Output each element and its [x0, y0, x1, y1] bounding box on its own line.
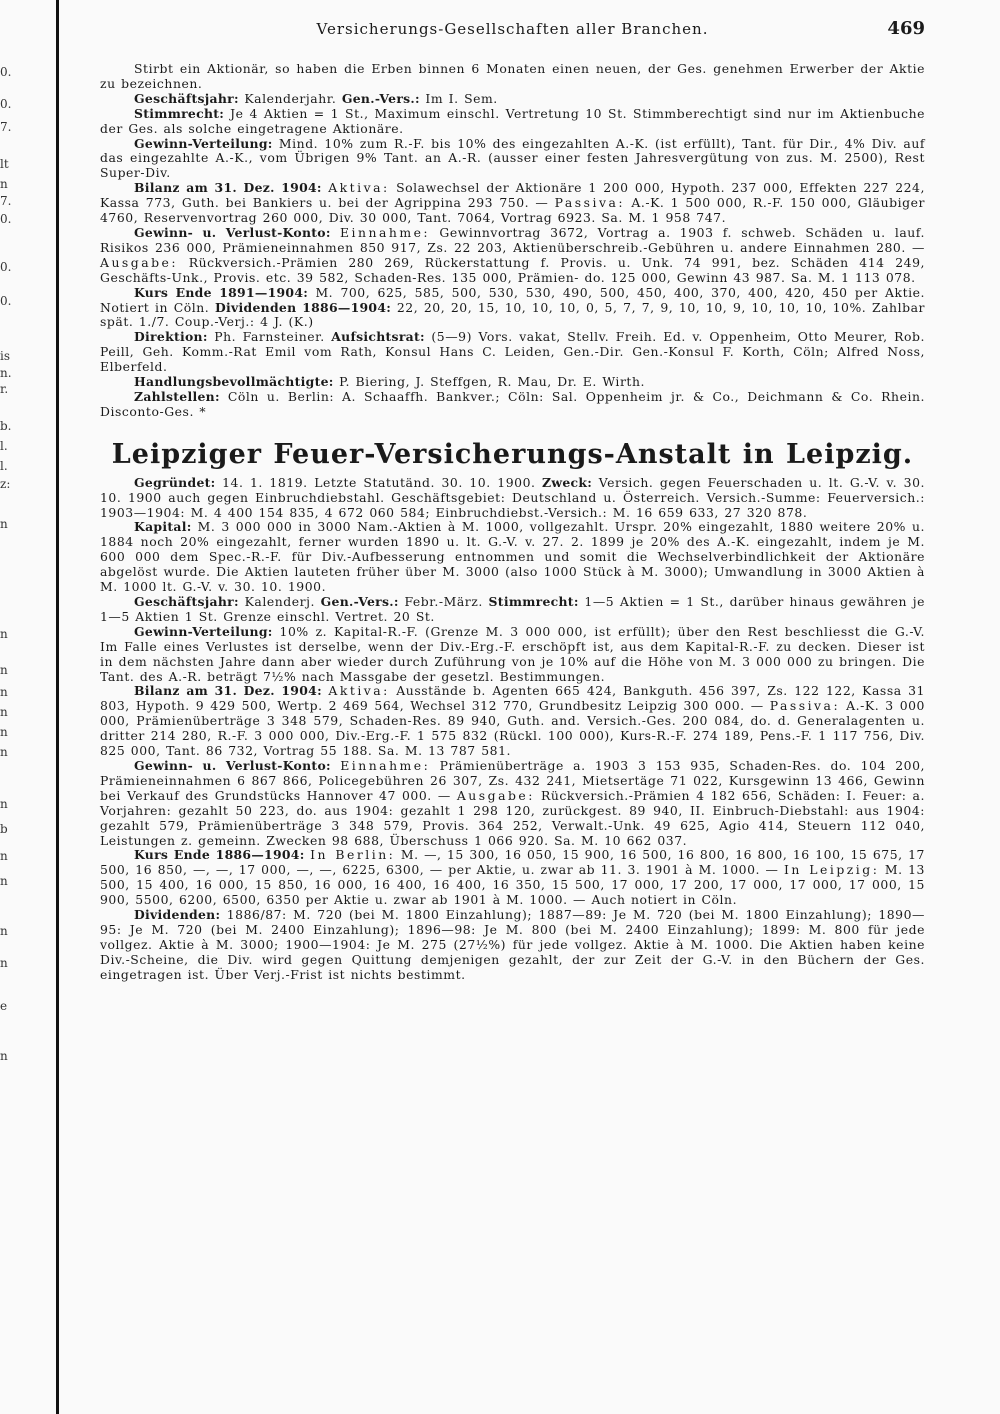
margin-fragment: 0. [0, 212, 12, 226]
company1-bilanz: Bilanz am 31. Dez. 1904: Aktiva: Solawechsel der Aktionäre 1 200 000, Hypoth. 237 000, Effekten 227 224, Kassa 773, Guth. bei Bankiers u. bei der Agrippina 293 750. — Passiva: A.-K. 1 500 000, R.-F. 150 000, Gläubiger 4760, Reservenvortrag 260 000, Div. 30 000, Tant. 7064, Vortrag 6923. Sa. M. 1 958 747. [100, 180, 925, 226]
margin-fragment: b. [0, 419, 12, 433]
margin-fragment: 0. [0, 294, 12, 308]
page-body [100, 62, 925, 983]
page-number: 469 [887, 18, 925, 39]
margin-fragment: l. [0, 439, 8, 453]
margin-fragment: n [0, 924, 8, 938]
company2-guv: Gewinn- u. Verlust-Konto: Einnahme: Prämienüberträge a. 1903 3 153 935, Schaden-Res. do. 104 200, Prämieneinnahmen 6 867 866, Policegebühren 26 307, Zs. 432 241, Mietsertäge 71 022, Kursgewinn 13 466, Gewinn bei Verkauf des Grundstücks Hannover 47 000. — Ausgabe: Rückversich.-Prämien 4 182 656, Schäden: I. Feuer: a. Vorjahren: gezahlt 50 223, do. aus 1904: gezahlt 1 298 120, zurückgest. 89 940, II. Einbruch-Diebstahl: aus 1904: gezahlt 579, Prämienüberträge 3 348 579, Provis. 364 252, Verwalt.-Unk. 49 625, Agio 414, Steuern 112 040, Leistungen z. gemeinn. Zwecken 98 688, Überschuss 1 066 920. Sa. M. 10 662 037. [100, 757, 925, 848]
margin-fragment: n [0, 177, 8, 191]
company1-kurs: Kurs Ende 1891—1904: M. 700, 625, 585, 500, 530, 530, 490, 500, 450, 400, 370, 400, 420, 450 per Aktie. Notiert in Cöln. Dividenden 1886—1904: 22, 20, 20, 15, 10, 10, 10, 0, 5, 7, 7, 9, 10, 10, 9, 10, 10, 10, 10%. Zahlbar spät. 1./7. Coup.-Verj.: 4 J. (K.) [100, 284, 925, 330]
margin-fragment: n [0, 797, 8, 811]
company1-gewinn-verteilung: Gewinn-Verteilung: Mind. 10% zum R.-F. bis 10% des eingezahlten A.-K. (ist erfüllt), Tant. für Dir., 4% Div. auf das eingezahlte A.-K., vom Übrigen 9% Tant. an A.-R. (ausser einer festen Jahresvergütung von zus. M. 2500), Rest Super-Div. [100, 135, 925, 181]
company1-direktion: Direktion: Ph. Farnsteiner. Aufsichtsrat: (5—9) Vors. vakat, Stellv. Freih. Ed. v. Oppenheim, Otto Meurer, Rob. Peill, Geh. Komm.-Rat Emil vom Rath, Konsul Hans C. Leiden, Gen.-Dir. Gen.-Konsul F. Korth, Cöln; Alfred Noss, Elberfeld. [100, 329, 925, 375]
margin-fragment: n [0, 1049, 8, 1063]
company2-gewinn-verteilung: Gewinn-Verteilung: 10% z. Kapital-R.-F. (Grenze M. 3 000 000, ist erfüllt); über den Rest beschliesst die G.-V. Im Falle eines Verlustes ist derselbe, wenn der Div.-Erg.-F. erschöpft ist, aus dem Kapital-R.-F. zu decken. Dieser ist in dem nächsten Jahre dann aber wieder durch Zuführung von je 10% auf die Höhe von M. 3 000 000 zu bringen. Die Tant. des A.-R. beträgt 7½% nach Massgabe der gesetzl. Bestimmungen. [100, 623, 925, 684]
company1-zahlstellen: Zahlstellen: Cöln u. Berlin: A. Schaaffh. Bankver.; Cöln: Sal. Oppenheim jr. & Co., Deichmann & Co. Rhein. Disconto-Ges. * [100, 388, 925, 419]
margin-fragment: z: [0, 477, 11, 491]
company2-gegruendet: Gegründet: 14. 1. 1819. Letzte Statutänd. 30. 10. 1900. Zweck: Versich. gegen Feuerschaden u. lt. G.-V. v. 30. 10. 1900 auch gegen Einbruchdiebstahl. Geschäftsgebiet: Deutschland u. Österreich. Versich.-Summe: Feuerversich.: 1903—1904: M. 4 400 154 835, 4 672 060 584; Einbruchdiebst.-Versich.: M. 16 659 633, 27 320 878. [100, 474, 925, 520]
company2-kurs: Kurs Ende 1886—1904: In Berlin: M. —, 15 300, 16 050, 15 900, 16 500, 16 800, 16 800, 16 100, 15 675, 17 500, 16 850, —, —, 17 000, —, —, 6225, 6300, — per Aktie, u. zwar ab 11. 3. 1901 à M. 1000. — In Leipzig: M. 13 500, 15 400, 16 000, 15 850, 16 000, 16 400, 16 400, 16 350, 15 500, 17 000, 17 200, 17 000, 17 000, 17 000, 15 900, 5500, 6200, 6500, 6350 per Aktie u. zwar ab 1901 à M. 1000. — Auch notiert in Cöln. [100, 847, 925, 908]
margin-fragment: n [0, 685, 8, 699]
margin-fragment: n. [0, 366, 12, 380]
margin-fragment: l. [0, 459, 8, 473]
margin-fragment: n [0, 725, 8, 739]
margin-fragment: 0. [0, 97, 12, 111]
margin-fragment: n [0, 663, 8, 677]
binding-rule [56, 0, 59, 1414]
company2-kapital: Kapital: M. 3 000 000 in 3000 Nam.-Aktien à M. 1000, vollgezahlt. Urspr. 20% eingezahlt, 1880 weitere 20% u. 1884 noch 20% eingezahlt, ferner wurden 1890 u. lt. G.-V. v. 27. 2. 1899 je 20% des A.-K. eingezahlt, indem je M. 600 000 dem Spec.-R.-F. für Div.-Aufbesserung entnommen und somit die Wechselverbindlichkeit der Aktionäre abgelöst wurde. Die Aktien lauteten früher über M. 3000 (also 1000 Stück à M. 3000); Umwandlung in 3000 Aktien à M. 1000 lt. G.-V. v. 30. 10. 1900. [100, 519, 925, 595]
margin-fragment: 0. [0, 260, 12, 274]
company1-handlungsbevollmaechtigte: Handlungsbevollmächtigte: P. Biering, J. Steffgen, R. Mau, Dr. E. Wirth. [134, 374, 645, 390]
margin-fragment: e [0, 999, 8, 1013]
margin-fragment: n [0, 874, 8, 888]
company1-geschaeftsjahr: Geschäftsjahr: Kalenderjahr. Gen.-Vers.: Im I. Sem. [134, 90, 498, 106]
margin-fragment: n [0, 849, 8, 863]
margin-fragment: n [0, 956, 8, 970]
running-title: Versicherungs-Gesellschaften aller Branchen. [316, 20, 709, 38]
page-header [100, 20, 925, 44]
company2-geschaeftsjahr: Geschäftsjahr: Kalenderj. Gen.-Vers.: Febr.-März. Stimmrecht: 1—5 Aktien = 1 St., darüber hinaus gewähren je 1—5 Aktien 1 St. Grenze einschl. Vertret. 20 St. [100, 594, 926, 624]
margin-fragment: r. [0, 382, 9, 396]
company1-guv: Gewinn- u. Verlust-Konto: Einnahme: Gewinnvortrag 3672, Vortrag a. 1903 f. schweb. Schäden u. lauf. Risikos 236 000, Prämieneinnahmen 850 917, Zs. 22 203, Aktienüberschreib.-Gebühren u. andere Einnahmen 280. — Ausgabe: Rückversich.-Prämien 280 269, Rückerstattung f. Provis. u. Unk. 74 991, bez. Schäden 414 249, Geschäfts-Unk., Provis. etc. 39 582, Schaden-Res. 135 000, Prämien- do. 125 000, Gewinn 43 987. Sa. M. 1 113 078. [100, 224, 925, 285]
company1-stimmrecht: Stimmrecht: Je 4 Aktien = 1 St., Maximum einschl. Vertretung 10 St. Stimmberechtigt sind nur im Aktienbuche der Ges. als solche eingetragene Aktionäre. [100, 105, 925, 136]
margin-fragment: 7. [0, 120, 12, 134]
margin-fragment: b [0, 822, 8, 836]
margin-fragment: n [0, 705, 8, 719]
company1-intro: Stirbt ein Aktionär, so haben die Erben binnen 6 Monaten einen neuen, der Ges. genehmen Erwerber der Aktie zu bezeichnen. [100, 61, 925, 91]
margin-fragment: n [0, 517, 8, 531]
company2-bilanz: Bilanz am 31. Dez. 1904: Aktiva: Ausstände b. Agenten 665 424, Bankguth. 456 397, Zs. 122 122, Kassa 31 803, Hypoth. 9 429 500, Wertp. 2 469 564, Wechsel 312 770, Grundbesitz Leipzig 300 000. — Passiva: A.-K. 3 000 000, Prämienüberträge 3 348 579, Schaden-Res. 89 940, Guth. and. Versich.-Ges. 200 084, do. d. Generalagenten u. dritter 214 280, R.-F. 3 000 000, Div.-Erg.-F. 1 575 832 (Rückl. 100 000), Kurs-R.-F. 274 189, Pens.-F. 1 117 756, Div. 825 000, Tant. 86 732, Vortrag 55 188. Sa. M. 13 787 581. [100, 683, 925, 759]
left-margin-fragments [0, 0, 14, 1414]
margin-fragment: is [0, 349, 10, 363]
company2-title: Leipziger Feuer-Versicherungs-Anstalt in Leipzig. [111, 438, 914, 470]
margin-fragment: lt [0, 157, 9, 171]
company2-dividenden: Dividenden: 1886/87: M. 720 (bei M. 1800 Einzahlung); 1887—89: Je M. 720 (bei M. 1800 Einzahlung); 1890—95: Je M. 720 (bei M. 2400 Einzahlung); 1896—98: Je M. 800 (bei M. 2400 Einzahlung); 1899: M. 800 für jede vollgez. Aktie à M. 3000; 1900—1904: Je M. 275 (27½%) für jede vollgez. Aktie à M. 1000. Die Aktien haben keine Div.-Scheine, die Div. wird gegen Quittung demjenigen gezahlt, der zur Zeit der G.-V. in den Büchern der Ges. eingetragen ist. Über Verj.-Frist ist nichts bestimmt. [100, 907, 925, 982]
margin-fragment: n [0, 745, 8, 759]
margin-fragment: 7. [0, 194, 12, 208]
margin-fragment: 0. [0, 65, 12, 79]
margin-fragment: n [0, 627, 8, 641]
